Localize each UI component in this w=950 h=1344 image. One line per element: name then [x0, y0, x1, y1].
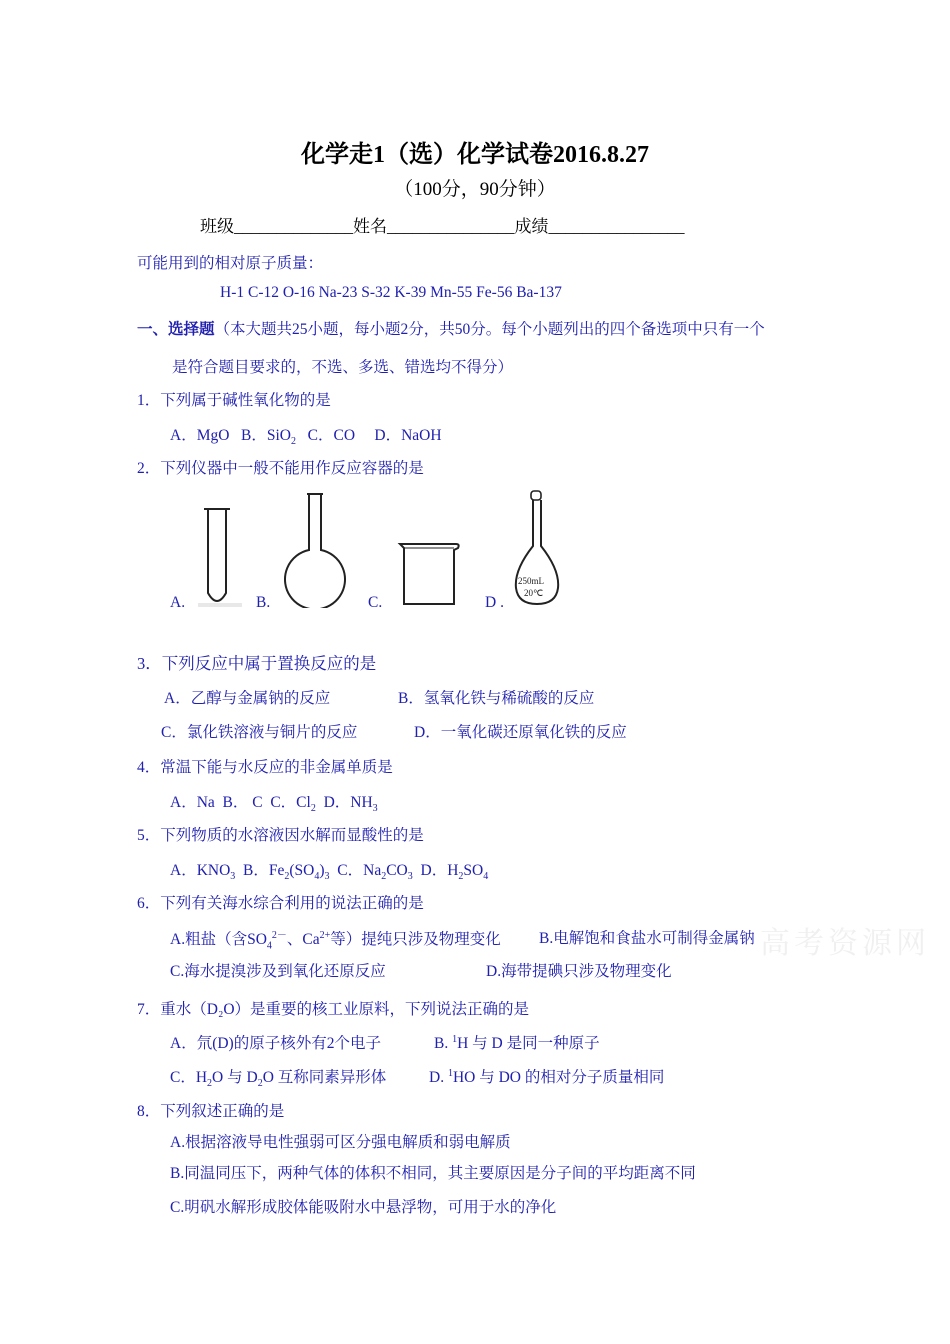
section1-heading: 一、选择题 [137, 321, 215, 338]
q4-stem: 4．常温下能与水反应的非金属单质是 [137, 759, 393, 776]
q8-option-c: C.明矾水解形成胶体能吸附水中悬浮物，可用于水的净化 [170, 1199, 557, 1216]
q2-stem: 2．下列仪器中一般不能用作反应容器的是 [137, 460, 424, 477]
q6-option-d: D.海带提碘只涉及物理变化 [486, 963, 672, 980]
q2-label-b: B. [256, 594, 271, 611]
page-subtitle: （100分，90分钟） [394, 179, 556, 200]
q3-option-d: D．一氧化碳还原氧化铁的反应 [414, 724, 627, 741]
test-tube-figure [198, 505, 242, 609]
q7-option-b: B. $^1$H 与 D 是同一种原子 [434, 1033, 600, 1052]
q2-label-d: D . [485, 594, 504, 611]
q7-option-c: C．$H_2O$ 与 $D_2O$ 互称同素异形体 [170, 1069, 387, 1090]
q2-label-a: A. [170, 594, 186, 611]
q3-option-c: C．氯化铁溶液与铜片的反应 [161, 724, 358, 741]
watermark: 高考资源网 [760, 927, 930, 960]
q5-stem: 5．下列物质的水溶液因水解而显酸性的是 [137, 827, 424, 844]
round-flask-figure [280, 490, 350, 608]
masses-label: 可能用到的相对原子质量： [137, 255, 324, 272]
student-info-line: 班级______________姓名_______________成绩________________ [200, 217, 685, 236]
flask-temp-label: 20℃ [524, 588, 544, 598]
flask-volume-label: 250mL [518, 576, 544, 586]
section1-desc: （本大题共25小题，每小题2分，共50分。每个小题列出的四个备选项中只有一个 [214, 321, 765, 338]
q8-option-b: B.同温同压下，两种气体的体积不相同，其主要原因是分子间的平均距离不同 [170, 1165, 696, 1182]
q8-option-a: A.根据溶液导电性强弱可区分强电解质和弱电解质 [170, 1134, 511, 1151]
q1-options: A．MgO B．SiO$_2$ C．CO D．NaOH [170, 427, 442, 448]
q6-stem: 6．下列有关海水综合利用的说法正确的是 [137, 895, 424, 912]
q8-stem: 8．下列叙述正确的是 [137, 1103, 285, 1120]
q3-option-b: B．氢氧化铁与稀硫酸的反应 [398, 690, 595, 707]
q7-option-d: D. $^1$HO 与 DO 的相对分子质量相同 [429, 1067, 665, 1086]
q1-stem: 1．下列属于碱性氧化物的是 [137, 392, 331, 409]
beaker-figure [396, 538, 462, 608]
q4-options: A．Na B． C C．$Cl_2$ D．$NH_3$ [170, 794, 378, 815]
q3-stem: 3．下列反应中属于置换反应的是 [137, 654, 377, 673]
page-title: 化学走1（选）化学试卷2016.8.27 [301, 142, 649, 168]
q5-options: A．$KNO_3$ B．$Fe_2(SO_4)_3$ C．$Na_2CO_3$ D．$H_2SO_4$ [170, 862, 489, 883]
q2-label-c: C. [368, 594, 383, 611]
q7-stem: 7．重水（D₂O）是重要的核工业原料，下列说法正确的是 [137, 1001, 530, 1018]
q6-option-b: B.电解饱和食盐水可制得金属钠 [539, 930, 755, 947]
section1-intro [137, 317, 765, 339]
q6-option-a: A.粗盐（含$SO_4^{2-}$、$Ca^{2+}$等）提纯只涉及物理变化 [170, 930, 501, 952]
masses-values: H-1 C-12 O-16 Na-23 S-32 K-39 Mn-55 Fe-56 Ba-137 [220, 284, 562, 301]
volumetric-flask-figure [508, 488, 566, 610]
q6-option-c: C.海水提溴涉及到氧化还原反应 [170, 963, 386, 980]
section1-desc2: 是符合题目要求的，不选、多选、错选均不得分） [172, 359, 514, 376]
q3-option-a: A．乙醇与金属钠的反应 [164, 690, 331, 707]
q7-option-a: A．氘(D)的原子核外有2个电子 [170, 1035, 381, 1052]
